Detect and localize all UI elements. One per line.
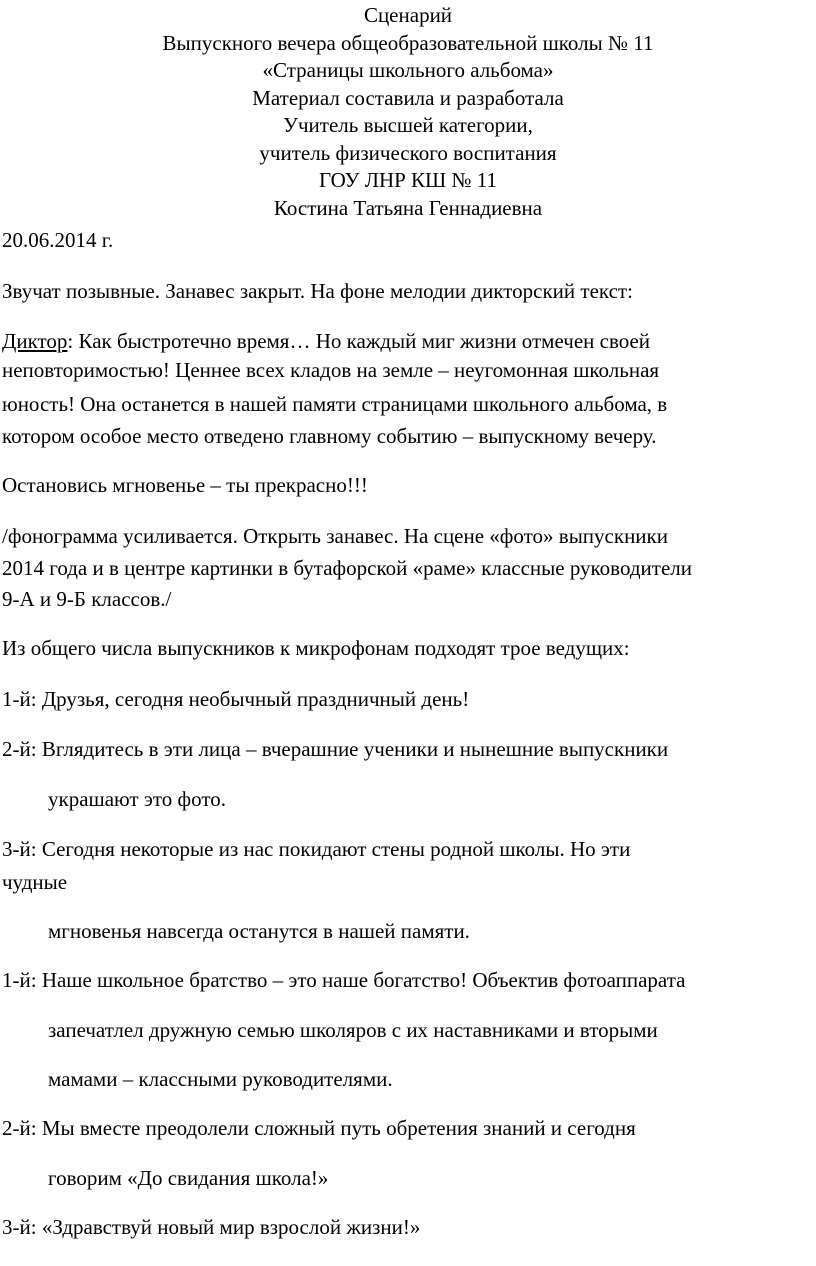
dialogue-line: 2-й: Мы вместе преодолели сложный путь обретения знаний и сегодня — [2, 1116, 636, 1140]
exclaim-paragraph: Остановись мгновенье – ты прекрасно!!! — [2, 473, 368, 497]
dialogue-line: запечатлел дружную семью школяров с их наставниками и вторыми — [48, 1018, 658, 1042]
header-author-rank: Учитель высшей категории, — [283, 113, 533, 137]
document-header — [0, 2, 816, 222]
stage-line-2: 2014 года и в центре картинки в бутафорской «раме» классные руководители — [2, 556, 692, 580]
dialogue-line: 1-й: Наше школьное братство – это наше богатство! Объектив фотоаппарата — [2, 968, 686, 992]
intro-paragraph: Звучат позывные. Занавес закрыт. На фоне мелодии дикторский текст: — [2, 279, 633, 303]
stage-line-3: 9-А и 9-Б классов./ — [2, 587, 172, 611]
dialogue-line: говорим «До свидания школа!» — [48, 1166, 329, 1190]
dialogue-line: 2-й: Вглядитесь в эти лица – вчерашние ученики и нынешние выпускники — [2, 737, 669, 761]
header-subtitle: «Страницы школьного альбома» — [262, 58, 554, 82]
announcer-label: Диктор — [2, 329, 68, 353]
dialogue-line: мамами – классными руководителями. — [48, 1067, 393, 1091]
dialogue-line: чудные — [2, 870, 68, 894]
header-school: ГОУ ЛНР КШ № 11 — [318, 168, 497, 192]
dialogue-line: 1-й: Друзья, сегодня необычный праздничный день! — [2, 687, 470, 711]
document-date: 20.06.2014 г. — [2, 228, 114, 252]
announcer-line-1 — [2, 328, 802, 355]
announcer-text: : Как быстротечно время… Но каждый миг жизни отмечен своей — [67, 329, 651, 353]
dialogue-line: 3-й: Сегодня некоторые из нас покидают стены родной школы. Но эти — [2, 837, 631, 861]
stage-line-1: /фонограмма усиливается. Открыть занавес. На сцене «фото» выпускники — [2, 524, 668, 548]
announcer-line-2: неповторимостью! Ценнее всех кладов на земле – неугомонная школьная — [2, 358, 660, 382]
header-author-note: Материал составила и разработала — [252, 85, 564, 110]
dialogue-line: украшают это фото. — [48, 787, 226, 811]
announcer-line-3: юность! Она останется в нашей памяти страницами школьного альбома, в — [2, 392, 668, 416]
hosts-intro: Из общего числа выпускников к микрофонам подходят трое ведущих: — [2, 636, 630, 660]
announcer-line-4: котором особое место отведено главному событию – выпускному вечеру. — [2, 424, 657, 448]
header-title: Сценарий — [363, 3, 453, 27]
header-event: Выпускного вечера общеобразовательной школы № 11 — [162, 30, 654, 55]
header-author-role: учитель физического воспитания — [259, 140, 557, 165]
dialogue-line: мгновенья навсегда останутся в нашей памяти. — [48, 919, 470, 943]
header-author-name: Костина Татьяна Геннадиевна — [273, 195, 543, 220]
dialogue-line: 3-й: «Здравствуй новый мир взрослой жизни!» — [2, 1215, 421, 1239]
